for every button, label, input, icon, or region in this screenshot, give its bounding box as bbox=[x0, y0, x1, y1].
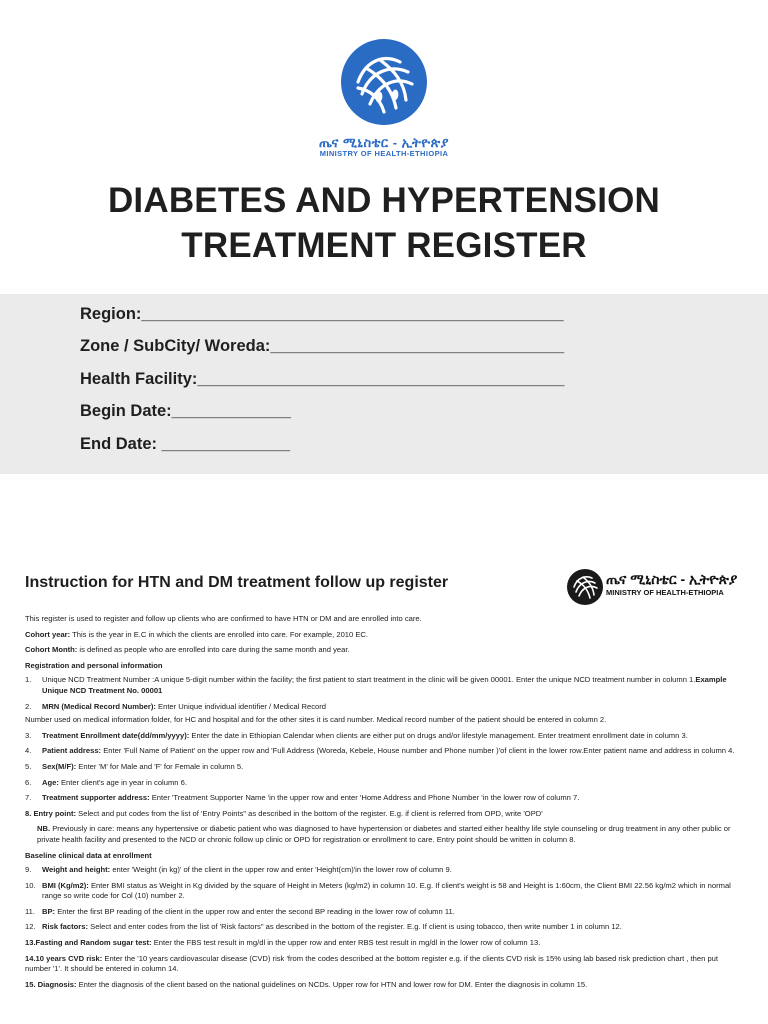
instruction-item-4 bbox=[25, 746, 743, 757]
item-number: 11. bbox=[25, 906, 35, 916]
instruction-title: Instruction for HTN and DM treatment follow up register bbox=[25, 574, 449, 591]
moh-emblem-icon bbox=[340, 38, 428, 126]
title-line-2: TREATMENT REGISTER bbox=[181, 226, 587, 265]
item-number: 6. bbox=[25, 777, 32, 787]
cohort-year-text: This is the year in E.C in which the clients are enrolled into care. For example, 2010 EC. bbox=[70, 629, 369, 639]
item-number: 10. bbox=[25, 880, 36, 890]
instruction-item-2 bbox=[25, 702, 743, 713]
item-label: BP: bbox=[42, 906, 56, 916]
item-number: 5. bbox=[25, 761, 32, 771]
item-text: Unique NCD Treatment Number :A unique 5-digit number within the facility; the first patient to start treatment in the clinic will be given 00001. Enter the unique NCD treatment number in column 1. bbox=[42, 675, 696, 685]
item-label: Treatment Enrollment date(dd/mm/yyyy): bbox=[42, 730, 190, 740]
health-facility-field: Health Facility:________________________________________ bbox=[80, 370, 565, 388]
nb-label: NB. bbox=[37, 824, 51, 834]
item-label: Patient address: bbox=[42, 746, 102, 756]
instruction-item-13 bbox=[25, 938, 743, 949]
item-label: BMI (Kg/m2): bbox=[42, 880, 89, 890]
item-text: Enter the FBS test result in mg/dl in the upper row and enter RBS test result in mg/dl in the lower row of column 13. bbox=[151, 938, 541, 948]
zone-field: Zone / SubCity/ Woreda:________________________________ bbox=[80, 337, 565, 355]
instruction-item-3 bbox=[25, 731, 743, 742]
item-number: 2. bbox=[25, 701, 32, 711]
instruction-item-1 bbox=[25, 675, 743, 696]
item-number: 4. bbox=[25, 746, 32, 756]
item-text: Enter the date in Ethiopian Calendar when clients are either put on drugs and/or lifestyle management. Enter treatment enrollment date in column 3. bbox=[189, 730, 688, 740]
item-label: 13.Fasting and Random sugar test: bbox=[25, 938, 152, 948]
moh-logo-small bbox=[566, 568, 766, 608]
logo-english-text: MINISTRY OF HEALTH-ETHIOPIA bbox=[319, 149, 449, 158]
item-label: 8. Entry point: bbox=[25, 808, 77, 818]
item-text: Enter Unique individual identifier / Medical Record bbox=[155, 701, 327, 711]
instruction-body bbox=[25, 614, 743, 995]
small-logo-amharic: ጤና ሚኒስቴር - ኢትዮጵያ bbox=[606, 571, 738, 587]
item-text: Select and enter codes from the list of 'Risk factors" as described in the bottom of the register. E.g. If client is using tobacco, then write number 1 in column 12. bbox=[88, 922, 622, 932]
end-date-field: End Date: ______________ bbox=[80, 435, 291, 453]
instruction-item-5 bbox=[25, 762, 743, 773]
cohort-year-label: Cohort year: bbox=[25, 629, 71, 639]
item-text: Enter the '10 years cardiovascular disease (CVD) risk 'from the codes described at the bottom register e.g. if the clients CVD risk is 15% using lab based risk prediction chart , then put number '1'. It should be entered in column 14. bbox=[25, 953, 719, 974]
register-info-form bbox=[0, 294, 768, 474]
item-number: 9. bbox=[25, 865, 32, 875]
item-text: Enter 'Full Name of Patient' on the upper row and 'Full Address (Woreda, Kebele, House number and Phone number )'of client in the lower row.Enter patient name and address in column 4. bbox=[101, 746, 735, 756]
cohort-year-item bbox=[25, 630, 743, 641]
item-number: 1. bbox=[25, 675, 32, 685]
item-number: 12. bbox=[25, 922, 36, 932]
cohort-month-item bbox=[25, 645, 743, 656]
title-line-1: DIABETES AND HYPERTENSION bbox=[107, 181, 661, 220]
item-text: enter 'Weight (in kg)' of the client in the upper row and enter 'Height(cm)'in the lower row of column 9. bbox=[110, 865, 452, 875]
document-title bbox=[0, 178, 768, 268]
nb-text: Previously in care: means any hypertensive or diabetic patient who was diagnosed to have hypertension or diabetes and started either healthy life style counseling or drug treatment in any other public or private health facility and presented to the NCD or chronic follow up clinic or OPD for registration or enrollment to care. Entry point should be written in column 8. bbox=[37, 824, 731, 844]
item-label: 15. Diagnosis: bbox=[25, 979, 77, 989]
instruction-item-15 bbox=[25, 980, 743, 991]
region-field: Region:______________________________________________ bbox=[80, 305, 564, 323]
instruction-item-2-continued: Number used on medical information folder, for HC and hospital and for the other sites it is card number. Medical record number of the patient should be entered in column 2. bbox=[25, 715, 607, 725]
item-text: Enter 'M' for Male and 'F' for Female in column 5. bbox=[76, 761, 244, 771]
item-number: 7. bbox=[25, 793, 32, 803]
instruction-item-11 bbox=[25, 907, 743, 918]
item-text: Enter 'Treatment Supporter Name 'in the upper row and enter 'Home Address and Phone Number 'in the lower row of column 7. bbox=[149, 793, 580, 803]
cohort-month-label: Cohort Month: bbox=[25, 645, 78, 655]
item-text: Enter client's age in year in column 6. bbox=[58, 777, 187, 787]
nb-note bbox=[25, 824, 743, 845]
item-text: Enter the diagnosis of the client based on the national guidelines on NCDs. Upper row for HTN and lower row for DM. Enter the diagnosis in column 15. bbox=[76, 979, 588, 989]
cohort-month-text: is defined as people who are enrolled into care during the same month and year. bbox=[77, 645, 350, 655]
intro-text: This register is used to register and follow up clients who are confirmed to have HTN or DM and are enrolled into care. bbox=[25, 614, 422, 623]
item-label: Treatment supporter address: bbox=[42, 793, 150, 803]
instruction-item-9 bbox=[25, 865, 743, 876]
moh-emblem-small-icon bbox=[566, 568, 604, 606]
instruction-item-8 bbox=[25, 809, 743, 820]
item-text: Enter the first BP reading of the client in the upper row and enter the second BP reading in the lower row of column 11. bbox=[55, 906, 455, 916]
item-label: Weight and height: bbox=[42, 865, 111, 875]
instruction-item-6 bbox=[25, 778, 743, 789]
moh-logo bbox=[0, 38, 768, 131]
item-label: 14.10 years CVD risk: bbox=[25, 953, 103, 963]
logo-amharic-text: ጤና ሚኒስቴር - ኢትዮጵያ bbox=[319, 135, 449, 150]
instruction-item-7 bbox=[25, 793, 743, 804]
item-label: Risk factors: bbox=[42, 922, 89, 932]
item-label: Age: bbox=[42, 777, 59, 787]
small-logo-english: MINISTRY OF HEALTH-ETHIOPIA bbox=[606, 588, 724, 597]
section-baseline-heading: Baseline clinical data at enrollment bbox=[25, 850, 152, 860]
item-text: Select and put codes from the list of 'Entry Points" as described in the bottom of the register. E.g. if client is referred from OPD, write 'OPD' bbox=[76, 808, 543, 818]
item-example: Example Unique NCD Treatment No. 00001 bbox=[42, 675, 727, 695]
item-label: MRN (Medical Record Number): bbox=[42, 701, 156, 711]
item-label: Sex(M/F): bbox=[42, 761, 77, 771]
section-registration-heading: Registration and personal information bbox=[25, 660, 163, 670]
item-number: 3. bbox=[25, 730, 32, 740]
item-text: Enter BMI status as Weight in Kg divided by the square of Height in Meters (kg/m2) in column 10. E.g. If client's weight is 58 and Height is 1:60cm, the Client BMI 22.56 kg/m2 which in normal range so write code for Col (10) number 2. bbox=[42, 880, 731, 901]
instruction-item-10 bbox=[25, 881, 743, 902]
instruction-item-12 bbox=[25, 922, 743, 933]
instruction-item-14 bbox=[25, 954, 743, 975]
begin-date-field: Begin Date:_____________ bbox=[80, 402, 291, 420]
